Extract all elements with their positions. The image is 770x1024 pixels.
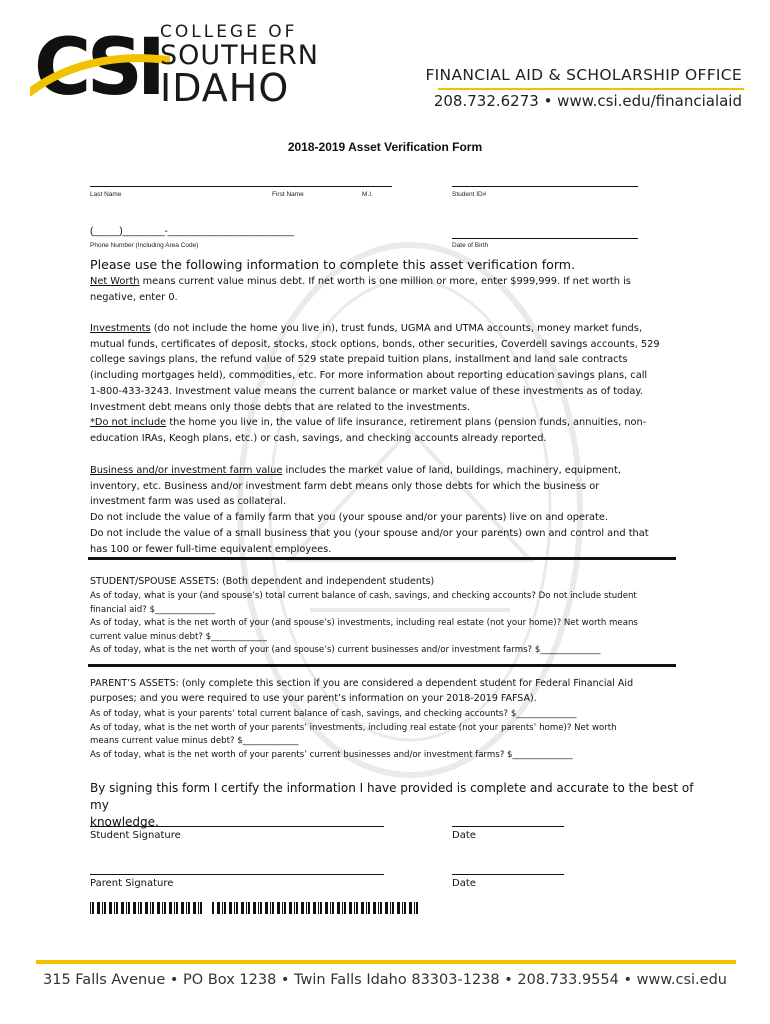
section-divider: [88, 557, 676, 560]
barcode-bar: [342, 902, 343, 914]
barcode-bar: [373, 902, 376, 914]
barcode-bar: [378, 902, 379, 914]
parent-signature-line[interactable]: [90, 874, 384, 875]
barcode-bar: [414, 902, 415, 914]
business-line2: inventory, etc. Business and/or investment farm debt means only those debts for which the business or: [90, 480, 600, 492]
barcode-bar: [272, 902, 274, 914]
parent-signature-label: Parent Signature: [90, 878, 174, 889]
college-name-line3: IDAHO: [160, 66, 290, 110]
svg-text:CSI: CSI: [34, 23, 160, 112]
barcode-bar: [174, 902, 175, 914]
barcode-bar: [349, 902, 352, 914]
last-name-label: Last Name: [90, 191, 122, 198]
barcode-bar: [102, 902, 103, 914]
barcode-bar: [356, 902, 358, 914]
office-contact: 208.732.6273 • www.csi.edu/financialaid: [433, 92, 742, 110]
college-name: [160, 22, 319, 110]
barcode-bar: [198, 902, 199, 914]
student-signature-line[interactable]: [90, 826, 384, 827]
investments-paragraph: [90, 321, 700, 447]
investments-line2: mutual funds, certificates of deposit, stocks, stock options, bonds, other securities, Coverdell savings accounts, 529: [90, 338, 660, 350]
barcode-bar: [176, 902, 178, 914]
do-not-include-line2: education IRAs, Keogh plans, etc.) or cash, savings, and checking accounts already reported.: [90, 432, 547, 444]
barcode-bar: [126, 902, 127, 914]
barcode-bar: [193, 902, 196, 914]
barcode-bar: [397, 902, 400, 914]
parent-assets-questions: [90, 708, 700, 762]
business-line6: has 100 or fewer full-time equivalent employees.: [90, 543, 332, 555]
barcode-bar: [212, 902, 214, 914]
barcode-bar: [354, 902, 355, 914]
student-q2-answer[interactable]: current value minus debt? $_____________: [90, 631, 267, 642]
barcode-bar: [296, 902, 298, 914]
barcode-bar: [128, 902, 130, 914]
investments-line3: college savings plans, the refund value of 529 state prepaid tuition plans, installment and land sale contracts: [90, 354, 628, 366]
parent-heading-line1: PARENT’S ASSETS: (only complete this section if you are considered a dependent student for Federal Financial Aid: [90, 678, 634, 689]
parent-date-label: Date: [452, 878, 476, 889]
barcode-bar: [260, 902, 262, 914]
barcode-bar: [246, 902, 247, 914]
business-line5: Do not include the value of a small business that you (your spouse and/or your parents) own and control and that: [90, 527, 649, 539]
student-q3-answer[interactable]: As of today, what is the net worth of your (and spouse’s) current businesses and/or investment farms? $______________: [90, 645, 601, 655]
parent-heading-line2: purposes; and you were required to use your parent’s information on your 2018-2019 FAFSA).: [90, 693, 537, 704]
investments-text: (do not include the home you live in), trust funds, UGMA and UTMA accounts, money market funds,: [150, 323, 642, 334]
barcode-bar: [404, 902, 406, 914]
footer-rule: [36, 960, 736, 964]
business-term: Business and/or investment farm value: [90, 465, 283, 476]
instructions-lead: Please use the following information to complete this asset verification form.: [90, 257, 576, 272]
barcode-bar: [332, 902, 334, 914]
investments-line6: Investment debt means only those debts that are related to the investments.: [90, 401, 471, 413]
student-id-line[interactable]: [452, 186, 638, 187]
barcode-bar: [301, 902, 304, 914]
parent-date-line[interactable]: [452, 874, 564, 875]
barcode-bar: [385, 902, 388, 914]
header-rule: [438, 88, 744, 90]
barcode-bar: [229, 902, 232, 914]
phone-label: Phone Number (Including Area Code): [90, 242, 199, 249]
barcode-bar: [390, 902, 391, 914]
barcode-bar: [92, 902, 94, 914]
barcode-bar: [284, 902, 286, 914]
barcode-bar: [318, 902, 319, 914]
barcode-bar: [289, 902, 292, 914]
investments-term: Investments: [90, 323, 151, 334]
barcode-bar: [104, 902, 106, 914]
barcode-bar: [366, 902, 367, 914]
certification-line2: knowledge.: [90, 815, 159, 829]
barcode-bar: [162, 902, 163, 914]
barcode-bar: [140, 902, 142, 914]
certification-text: [90, 780, 700, 831]
parent-q3-answer[interactable]: As of today, what is the net worth of your parents’ current businesses and/or investment farms? $______________: [90, 749, 573, 760]
barcode-bar: [306, 902, 307, 914]
business-line3: investment farm was used as collateral.: [90, 496, 287, 508]
dob-label: Date of Birth: [452, 242, 489, 249]
barcode-bar: [294, 902, 295, 914]
college-name-line2: SOUTHERN: [160, 40, 319, 71]
barcode-bar: [224, 902, 226, 914]
barcode-bar: [277, 902, 280, 914]
college-name-line1: COLLEGE OF: [160, 22, 298, 42]
barcode-bar: [188, 902, 190, 914]
net-worth-text: means current value minus debt. If net worth is one million or more, enter $999,999. If net worth is: [139, 276, 631, 287]
barcode-bar: [409, 902, 412, 914]
barcode-bar: [114, 902, 115, 914]
barcode-bar: [282, 902, 283, 914]
dob-line[interactable]: [452, 238, 638, 239]
student-q2-line1: As of today, what is the net worth of your (and spouse’s) investments, including real estate (not your home)? Net worth means: [90, 618, 638, 628]
barcode-bar: [133, 902, 136, 914]
barcode-bar: [308, 902, 310, 914]
footer-address: 315 Falls Avenue • PO Box 1238 • Twin Falls Idaho 83303-1238 • 208.733.9554 • www.csi.edu: [43, 972, 727, 988]
parent-q2-line1: As of today, what is the net worth of your parents’ investments, including real estate (not your parents’ home)? Net worth: [90, 722, 617, 733]
business-line4: Do not include the value of a family farm that you (your spouse and/or your parents) live on and operate.: [90, 512, 609, 524]
barcode-bar: [337, 902, 340, 914]
student-assets-questions: [90, 590, 700, 658]
do-not-include-term: *Do not include: [90, 417, 167, 429]
csi-logo: [30, 22, 170, 112]
barcode-bar: [152, 902, 154, 914]
barcode-bar: [164, 902, 166, 914]
name-line[interactable]: [90, 186, 392, 187]
barcode-bar: [344, 902, 346, 914]
barcode-bar: [145, 902, 148, 914]
barcode-bar: [138, 902, 139, 914]
barcode-bar: [116, 902, 118, 914]
barcode-bar: [402, 902, 403, 914]
barcode-bar: [361, 902, 364, 914]
parent-assets-heading: [90, 676, 700, 706]
barcode-bar: [320, 902, 322, 914]
barcode-bar: [241, 902, 244, 914]
barcode-bar: [253, 902, 256, 914]
barcode-bar: [313, 902, 316, 914]
student-signature-label: Student Signature: [90, 830, 181, 841]
barcode: [90, 902, 418, 914]
barcode-bar: [234, 902, 235, 914]
barcode-bar: [150, 902, 151, 914]
business-text: includes the market value of land, buildings, machinery, equipment,: [282, 465, 621, 476]
barcode-bar: [97, 902, 100, 914]
net-worth-paragraph: [90, 274, 700, 305]
barcode-bar: [236, 902, 238, 914]
student-id-label: Student ID#: [452, 191, 487, 198]
barcode-bar: [181, 902, 184, 914]
barcode-bar: [380, 902, 382, 914]
barcode-bar: [200, 902, 202, 914]
student-q1-line1: As of today, what is your (and spouse’s) total current balance of cash, savings, and checking accounts? Do not include student: [90, 591, 637, 601]
student-date-line[interactable]: [452, 826, 564, 827]
barcode-bar: [217, 902, 220, 914]
barcode-bar: [169, 902, 172, 914]
student-date-label: Date: [452, 830, 476, 841]
barcode-bar: [248, 902, 250, 914]
phone-field[interactable]: (_____)________-________________________: [90, 226, 294, 237]
net-worth-term: Net Worth: [90, 276, 140, 287]
barcode-bar: [109, 902, 112, 914]
student-q1-answer[interactable]: financial aid? $______________: [90, 604, 216, 615]
student-assets-heading: STUDENT/SPOUSE ASSETS: (Both dependent and independent students): [90, 576, 435, 587]
barcode-bar: [222, 902, 223, 914]
first-name-label: First Name: [272, 191, 304, 198]
barcode-bar: [90, 902, 91, 914]
office-name: FINANCIAL AID & SCHOLARSHIP OFFICE: [425, 66, 742, 84]
certification-line1: By signing this form I certify the information I have provided is complete and accurate to the best of my: [90, 781, 694, 812]
barcode-bar: [392, 902, 394, 914]
investments-line5: 1-800-433-3243. Investment value means the current balance or market value of these investments as of today.: [90, 385, 643, 397]
barcode-bar: [258, 902, 259, 914]
barcode-bar: [325, 902, 328, 914]
investments-line4: (including mortgages held), commodities, etc. For more information about reporting education savings plans, call: [90, 370, 648, 382]
parent-q1-answer[interactable]: As of today, what is your parents’ total current balance of cash, savings, and checking accounts? $______________: [90, 709, 577, 719]
barcode-bar: [368, 902, 370, 914]
barcode-bar: [157, 902, 160, 914]
parent-q2-answer[interactable]: means current value minus debt? $_____________: [90, 736, 299, 746]
barcode-bar: [330, 902, 331, 914]
barcode-bar: [416, 902, 418, 914]
business-paragraph: [90, 463, 700, 557]
mi-label: M.I.: [362, 191, 373, 198]
barcode-bar: [270, 902, 271, 914]
barcode-bar: [121, 902, 124, 914]
barcode-bar: [265, 902, 268, 914]
do-not-include-text: the home you live in, the value of life insurance, retirement plans (pension funds, annuities, non-: [166, 417, 647, 429]
section-divider-2: [88, 664, 676, 667]
form-title: 2018-2019 Asset Verification Form: [287, 140, 483, 154]
barcode-bar: [186, 902, 187, 914]
net-worth-text2: negative, enter 0.: [90, 291, 178, 303]
